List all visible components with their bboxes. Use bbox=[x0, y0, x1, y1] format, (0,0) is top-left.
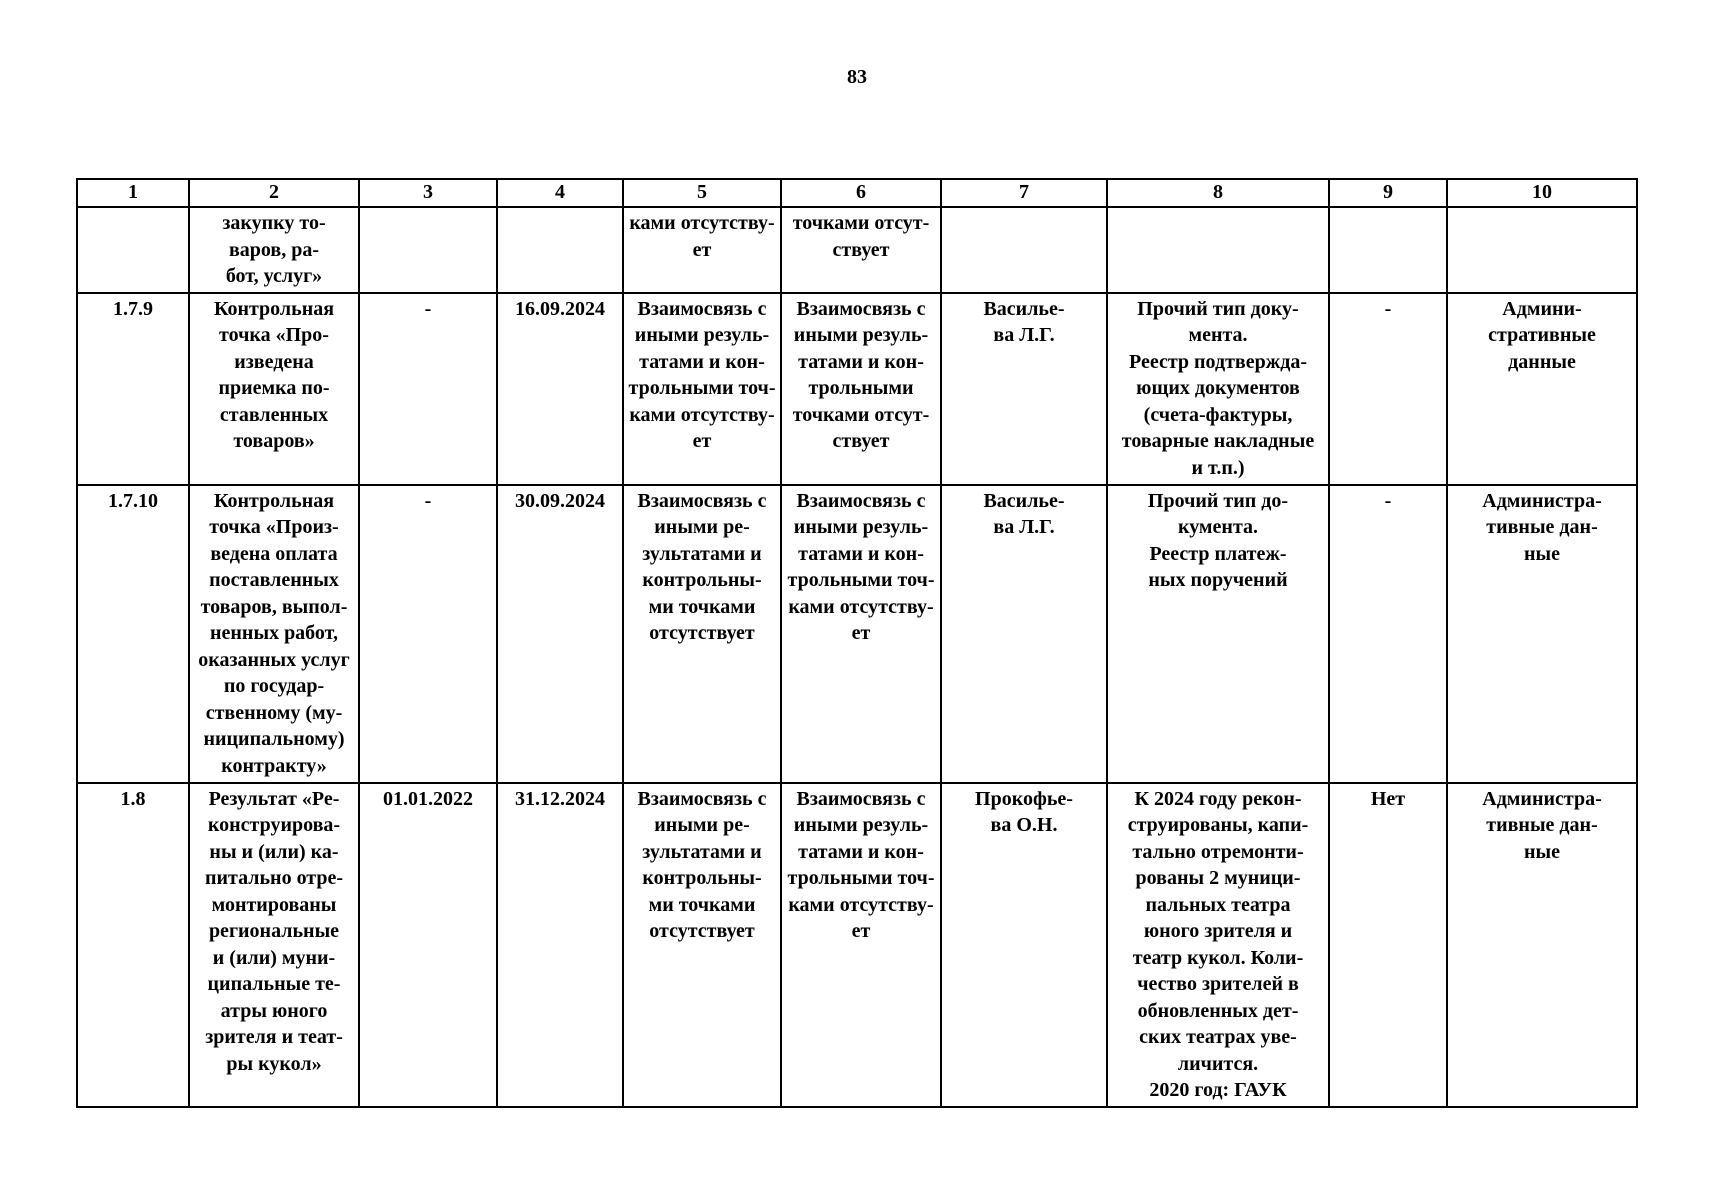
cell-number: 1.8 bbox=[77, 783, 189, 1107]
cell-responsible bbox=[941, 207, 1107, 293]
cell-document: Прочий тип доку- мента. Реестр подтвержда- ющих документов (счета-фактуры, товарные накладные и т.п.) bbox=[1107, 293, 1329, 485]
report-table bbox=[76, 178, 1638, 1108]
cell-predecessors: Взаимосвязь с иными ре- зультатами и контрольны- ми точками отсутствует bbox=[623, 783, 781, 1107]
header-cell-7: 7 bbox=[941, 179, 1107, 207]
cell-predecessors: Взаимосвязь с иными ре- зультатами и контрольны- ми точками отсутствует bbox=[623, 485, 781, 783]
cell-start-date: 01.01.2022 bbox=[359, 783, 497, 1107]
cell-name: Контрольная точка «Про- изведена приемка по- ставленных товаров» bbox=[189, 293, 359, 485]
header-cell-2: 2 bbox=[189, 179, 359, 207]
header-row bbox=[77, 179, 1637, 207]
header-cell-6: 6 bbox=[781, 179, 941, 207]
cell-document bbox=[1107, 207, 1329, 293]
page-number: 83 bbox=[847, 66, 867, 88]
cell-col9: - bbox=[1329, 485, 1447, 783]
cell-responsible: Василье- ва Л.Г. bbox=[941, 293, 1107, 485]
header-cell-9: 9 bbox=[1329, 179, 1447, 207]
cell-number: 1.7.10 bbox=[77, 485, 189, 783]
cell-name: закупку то- варов, ра- бот, услуг» bbox=[189, 207, 359, 293]
cell-name: Результат «Ре- конструирова- ны и (или) ка- питально отре- монтированы региональные и (или) муни- ципальные те- атры юного зрителя и теат- ры кукол» bbox=[189, 783, 359, 1107]
header-cell-5: 5 bbox=[623, 179, 781, 207]
cell-info-system: Администра- тивные дан- ные bbox=[1447, 485, 1637, 783]
cell-col9 bbox=[1329, 207, 1447, 293]
table-row bbox=[77, 783, 1637, 1107]
cell-start-date: - bbox=[359, 293, 497, 485]
table-row bbox=[77, 485, 1637, 783]
cell-info-system: Админи- стративные данные bbox=[1447, 293, 1637, 485]
cell-document: К 2024 году рекон- струированы, капи- тально отремонти- рованы 2 муници- пальных театра юного зрителя и театр кукол. Коли- чество зрителей в обновленных дет- ских театрах уве- личится. 2020 год: ГАУК bbox=[1107, 783, 1329, 1107]
cell-responsible: Прокофье- ва О.Н. bbox=[941, 783, 1107, 1107]
cell-predecessors: Взаимосвязь с иными резуль- татами и кон- трольными точ- ками отсутству- ет bbox=[623, 293, 781, 485]
cell-responsible: Василье- ва Л.Г. bbox=[941, 485, 1107, 783]
cell-info-system bbox=[1447, 207, 1637, 293]
cell-successors: Взаимосвязь с иными резуль- татами и кон- трольными точ- ками отсутству- ет bbox=[781, 783, 941, 1107]
cell-start-date bbox=[359, 207, 497, 293]
cell-col9: - bbox=[1329, 293, 1447, 485]
cell-successors: Взаимосвязь с иными резуль- татами и кон- трольными точ- ками отсутству- ет bbox=[781, 485, 941, 783]
cell-document: Прочий тип до- кумента. Реестр платеж- ных поручений bbox=[1107, 485, 1329, 783]
header-cell-3: 3 bbox=[359, 179, 497, 207]
cell-name: Контрольная точка «Произ- ведена оплата поставленных товаров, выпол- ненных работ, оказанных услуг по государ- ственному (му- ниципальному) контракту» bbox=[189, 485, 359, 783]
cell-predecessors: ками отсутству- ет bbox=[623, 207, 781, 293]
header-cell-8: 8 bbox=[1107, 179, 1329, 207]
cell-end-date: 16.09.2024 bbox=[497, 293, 623, 485]
cell-info-system: Администра- тивные дан- ные bbox=[1447, 783, 1637, 1107]
header-cell-1: 1 bbox=[77, 179, 189, 207]
cell-end-date: 30.09.2024 bbox=[497, 485, 623, 783]
cell-successors: точками отсут- ствует bbox=[781, 207, 941, 293]
header-cell-10: 10 bbox=[1447, 179, 1637, 207]
cell-start-date: - bbox=[359, 485, 497, 783]
cell-number bbox=[77, 207, 189, 293]
table-row bbox=[77, 293, 1637, 485]
cell-col9: Нет bbox=[1329, 783, 1447, 1107]
cell-successors: Взаимосвязь с иными резуль- татами и кон- трольными точками отсут- ствует bbox=[781, 293, 941, 485]
header-cell-4: 4 bbox=[497, 179, 623, 207]
table-row bbox=[77, 207, 1637, 293]
cell-number: 1.7.9 bbox=[77, 293, 189, 485]
cell-end-date: 31.12.2024 bbox=[497, 783, 623, 1107]
cell-end-date bbox=[497, 207, 623, 293]
